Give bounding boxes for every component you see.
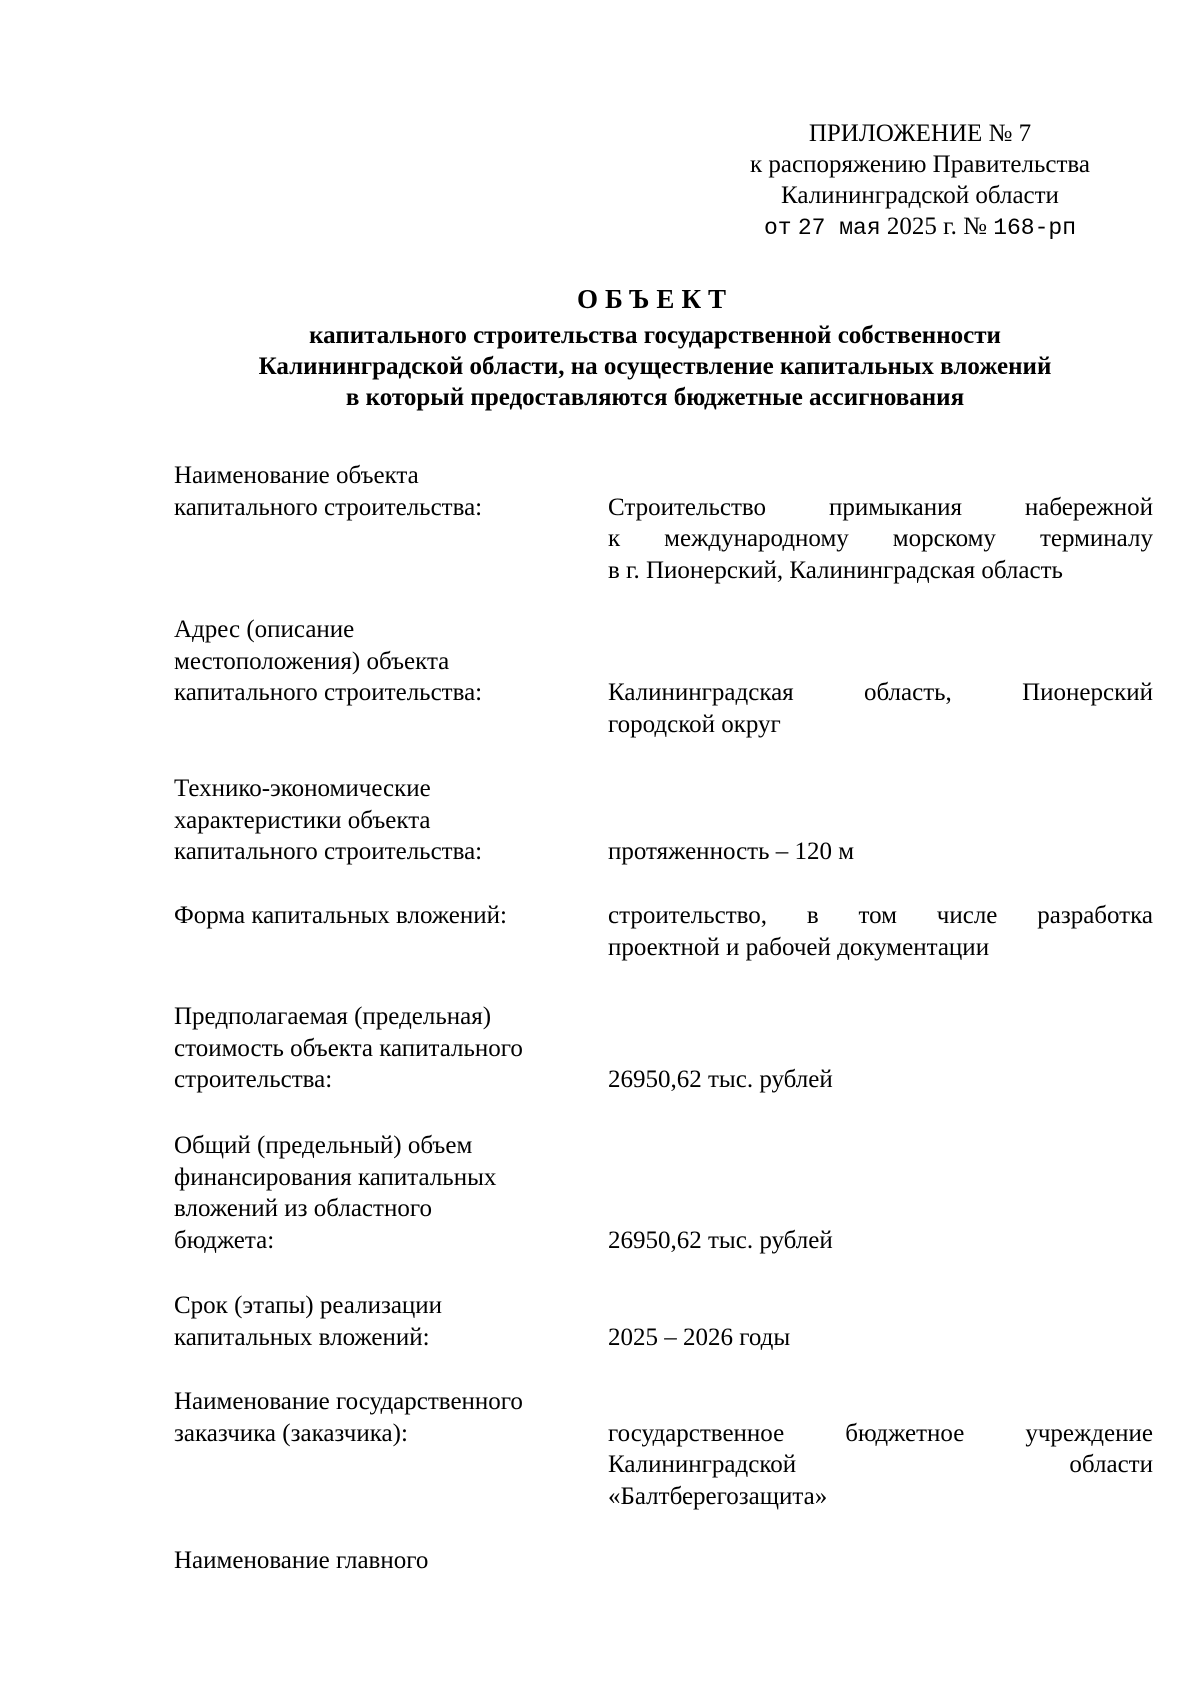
label-line: капитальных вложений: — [174, 1323, 430, 1351]
title-heading: ОБЪЕКТ — [576, 284, 734, 314]
value-line: «Балтберегозащита» — [608, 1482, 828, 1510]
value-line: 2025 – 2026 годы — [608, 1323, 791, 1351]
label-line: вложений из областного — [174, 1195, 432, 1222]
field-label — [174, 773, 594, 868]
label-line: Адрес (описание — [174, 616, 355, 643]
label-line: капитального строительства: — [174, 838, 483, 865]
date-prefix: от — [763, 215, 792, 241]
appendix-header — [700, 118, 1140, 244]
field-label — [174, 900, 594, 932]
value-line: строительство, в том числе разработка — [608, 902, 1153, 929]
value-line: городской округ — [608, 710, 781, 738]
field-label — [174, 1001, 594, 1096]
label-line: местоположения) объекта — [174, 647, 450, 675]
field-label — [174, 1290, 594, 1353]
appendix-line-2: Калининградской области — [781, 182, 1059, 209]
value-line: в г. Пионерский, Калининградская область — [608, 556, 1063, 584]
label-line: Форма капитальных вложений: — [174, 902, 507, 929]
label-line: Общий (предельный) объем — [174, 1132, 473, 1159]
field-label — [174, 460, 594, 523]
field-value — [608, 1418, 1153, 1513]
label-line: Наименование объекта — [174, 462, 419, 489]
label-line: капитального строительства: — [174, 493, 483, 521]
value-line: к международному морскому терминалу — [608, 525, 1153, 552]
field-value — [608, 1322, 1153, 1354]
label-line: Наименование государственного — [174, 1388, 523, 1415]
title-line-3: в который предоставляются бюджетные ассигнования — [345, 384, 965, 411]
date-year: 2025 г. № — [886, 213, 987, 240]
field-value — [608, 1064, 1153, 1096]
field-label — [174, 1386, 594, 1449]
appendix-date-line — [700, 211, 1140, 244]
value-line: 26950,62 тыс. рублей — [608, 1226, 833, 1254]
value-line: 26950,62 тыс. рублей — [608, 1066, 833, 1093]
label-line: бюджета: — [174, 1226, 275, 1254]
label-line: финансирования капитальных — [174, 1163, 497, 1191]
value-line: проектной и рабочей документации — [608, 933, 990, 961]
value-line: Строительство примыкания набережной — [608, 493, 1153, 521]
field-value — [608, 900, 1153, 963]
field-value — [608, 677, 1153, 740]
appendix-number: ПРИЛОЖЕНИЕ № 7 — [808, 120, 1032, 147]
value-line: Калининградской области — [608, 1451, 1153, 1478]
field-label — [174, 1130, 594, 1256]
label-line: Наименование главного — [174, 1547, 429, 1574]
title-line-1: капитального строительства государственной собственности — [309, 322, 1001, 349]
field-value — [608, 1225, 1153, 1257]
label-line: стоимость объекта капитального — [174, 1034, 523, 1062]
value-line: Калининградская область, Пионерский — [608, 679, 1153, 706]
date-number: 168-рп — [993, 215, 1077, 241]
value-line: государственное бюджетное учреждение — [608, 1419, 1153, 1447]
document-title — [120, 282, 1190, 413]
label-line: Технико-экономические — [174, 775, 431, 802]
value-line: протяженность – 120 м — [608, 838, 855, 865]
title-line-2: Калининградской области, на осуществление капитальных вложений — [258, 353, 1052, 380]
field-label — [174, 614, 594, 709]
field-value — [608, 836, 1153, 868]
appendix-line-1: к распоряжению Правительства — [749, 151, 1090, 178]
field-label — [174, 1545, 594, 1577]
label-line: Срок (этапы) реализации — [174, 1292, 443, 1319]
label-line: характеристики объекта — [174, 806, 431, 834]
field-value — [608, 492, 1153, 587]
label-line: капитального строительства: — [174, 679, 483, 706]
label-line: Предполагаемая (предельная) — [174, 1003, 492, 1030]
label-line: заказчика (заказчика): — [174, 1419, 408, 1447]
date-fill: 27 мая — [797, 215, 881, 241]
label-line: строительства: — [174, 1066, 333, 1093]
